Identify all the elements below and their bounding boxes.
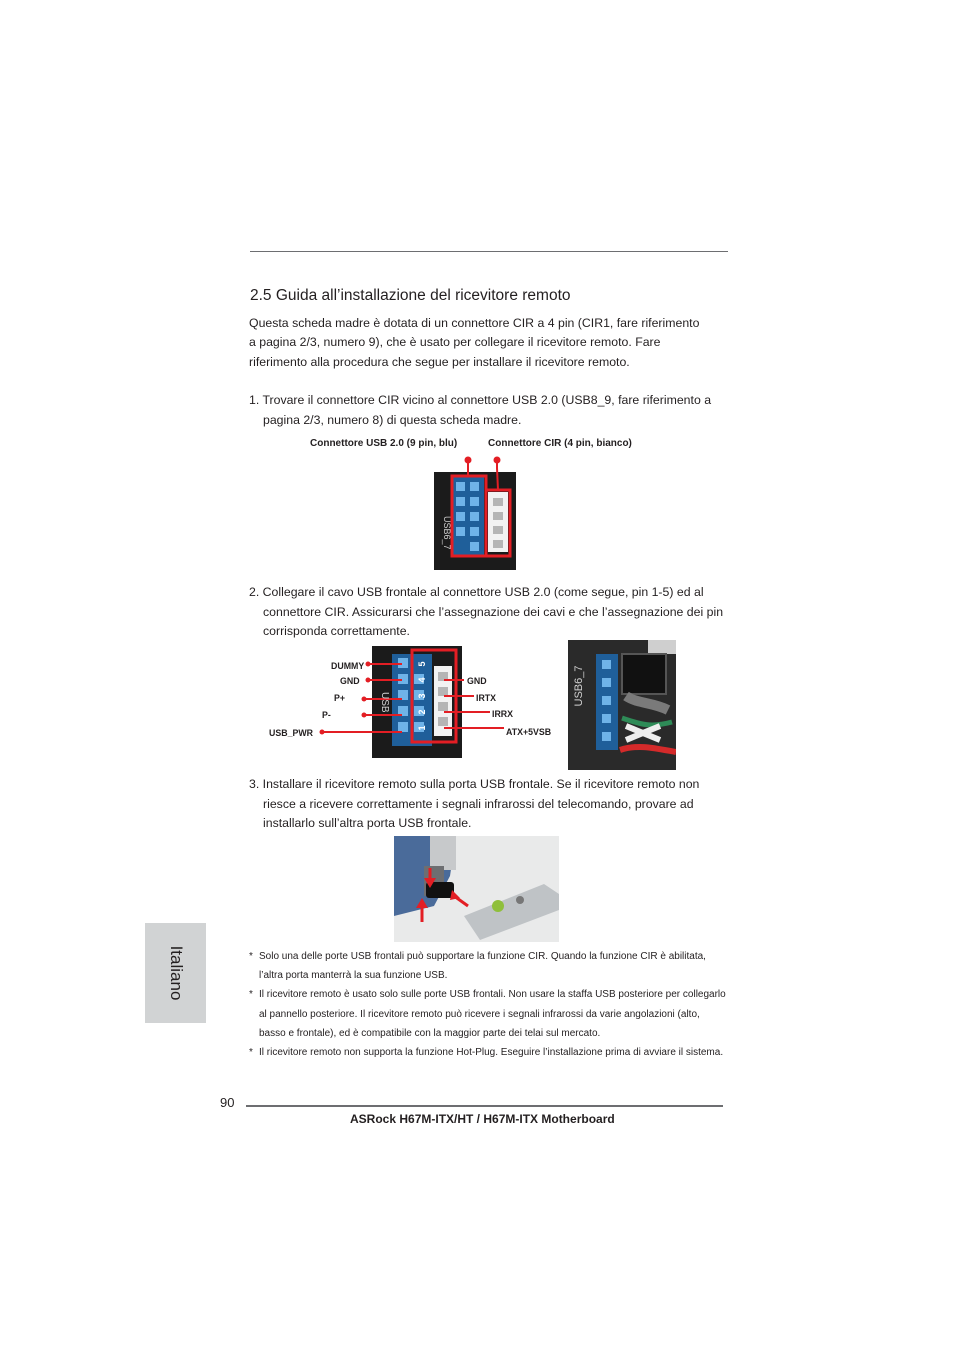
usb-connector-label: Connettore USB 2.0 (9 pin, blu) [310,438,458,449]
bottom-rule [246,1105,723,1107]
pin-label-atx-5vsb: ATX+5VSB [506,727,552,737]
receiver-install-photo [394,836,559,942]
pin-label-gnd-right: GND [467,676,487,686]
pin-assignment-diagram [268,644,560,764]
connected-cable-photo [568,640,676,770]
connector-location-photo [430,452,520,572]
cir-connector-label: Connettore CIR (4 pin, bianco) [488,438,632,449]
page-number: 90 [220,1095,235,1110]
step-2: 2. Collegare il cavo USB frontale al connettore USB 2.0 (come segue, pin 1-5) ed al connettore CIR. Assicurarsi che l’assegnazione dei cavi e che l’assegnazione dei pin corrisponda correttamente. [249,585,724,639]
pin-number: 4 [417,677,427,683]
section-title: 2.5 Guida all’installazione del ricevitore remoto [250,287,571,304]
intro-line: Questa scheda madre è dotata di un connettore CIR a 4 pin (CIR1, fare riferimento [249,316,700,330]
pin-label-irtx: IRTX [476,693,497,703]
intro-paragraph [249,314,729,372]
notes-list [249,947,729,1062]
note-marker: * [249,951,253,962]
note-text: Solo una delle porte USB frontali può supportare la funzione CIR. Quando la funzione CIR è abilitata, l’altra porta manterrà la sua funzione USB. [259,951,706,982]
pin-number: 3 [417,693,427,699]
note-text: Il ricevitore remoto non supporta la funzione Hot-Plug. Eseguire l’installazione prima di avviare il sistema. [259,1047,724,1059]
note-item [249,985,729,1043]
note-item [249,1043,729,1062]
note-marker: * [249,989,253,1001]
note-marker: * [249,1047,253,1059]
language-side-tab [145,923,206,1023]
step-3: 3. Installare il ricevitore remoto sulla porta USB frontale. Se il ricevitore remoto non riesce a ricevere correttamente i segnali infrarossi del telecomando, provare ad installarlo sull’altra porta USB frontale. [249,777,700,831]
note-item [249,947,729,985]
pin-number: 2 [417,709,427,715]
pin-number: 5 [417,661,427,667]
pin-label-usb-pwr: USB_PWR [269,728,313,738]
intro-line: a pagina 2/3, numero 9), che è usato per collegare il ricevitore remoto. Fare [249,335,661,350]
pin-label-p-plus: P+ [334,693,346,703]
intro-line: riferimento alla procedura che segue per installare il ricevitore remoto. [249,354,630,369]
footer-title: ASRock H67M-ITX/HT / H67M-ITX Motherboard [350,1112,615,1126]
pin-label-dummy: DUMMY [331,661,365,671]
board-silkscreen: USB6_7 [442,516,452,550]
pin-label-p-minus: P- [322,710,331,720]
step-1: 1. Trovare il connettore CIR vicino al connettore USB 2.0 (USB8_9, fare riferimento a pagina 2/3, numero 8) di questa scheda madre. [249,393,712,427]
note-text: Il ricevitore remoto è usato solo sulle porte USB frontali. Non usare la staffa USB posteriore per collegarlo al pannello posteriore. Il ricevitore remoto può ricevere i segnali infrarossi da varie angolazioni (alto, basso e frontale), ed è compatibile con la maggior parte dei telai sul mercato. [259,989,726,1039]
pin-label-irrx: IRRX [492,709,514,719]
top-rule [250,251,728,252]
pin-label-gnd-left: GND [340,676,360,686]
pin-number: 1 [417,725,427,731]
board-silkscreen: USB [379,692,390,713]
language-label: Italiano [166,945,186,1001]
photo-silkscreen: USB6_7 [573,665,585,707]
